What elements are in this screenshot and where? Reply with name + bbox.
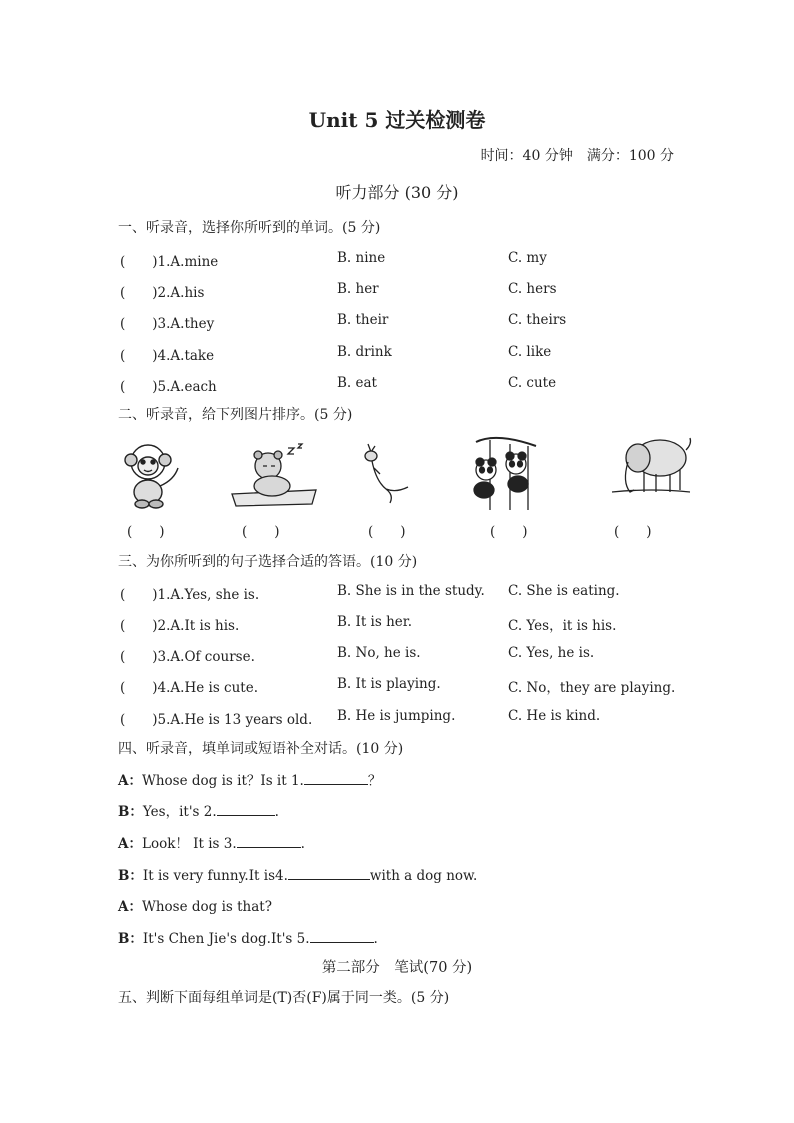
s1-question-3[interactable]: ( )3.A.they — [120, 316, 215, 332]
written-heading: 第二部分 笔试(70 分) — [321, 960, 473, 976]
pandas-icon — [466, 434, 546, 510]
section-4-heading: 四、听录音，填单词或短语补全对话。(10 分) — [118, 741, 404, 757]
dialogue-text-after: . — [373, 931, 378, 947]
s1-option-c: C. hers — [508, 281, 557, 297]
s1-option-b: B. their — [337, 312, 389, 328]
dialogue-text: Whose dog is it？Is it 1. — [141, 773, 304, 789]
s1-option-b: B. nine — [337, 250, 386, 266]
dialogue-line — [118, 800, 279, 820]
dialogue-text: It's Chen Jie's dog.It's 5. — [142, 931, 310, 947]
dialogue-line — [118, 832, 305, 852]
answer-blank[interactable] — [310, 928, 374, 943]
section-3-heading: 三、为你所听到的句子选择合适的答语。(10 分) — [118, 554, 418, 570]
s3-question-3[interactable]: ( )3.A.Of course. — [120, 649, 255, 665]
speaker-label: B： — [118, 868, 143, 884]
time-info: 时间：40 分钟 满分：100 分 — [480, 148, 674, 164]
sleeping-bear-icon — [228, 442, 320, 510]
dialogue-text: Whose dog is that? — [141, 899, 272, 915]
speaker-label: A： — [118, 899, 142, 915]
dialogue-text-after: ？ — [367, 773, 382, 789]
s1-question-1[interactable]: ( )1.A.mine — [120, 254, 219, 270]
s3-question-1[interactable]: ( )1.A.Yes, she is. — [120, 587, 260, 603]
s1-question-2[interactable]: ( )2.A.his — [120, 285, 205, 301]
s3-option-c: C. She is eating. — [508, 583, 620, 599]
s3-option-b: B. She is in the study. — [337, 583, 485, 599]
s3-option-c: C. Yes，it is his. — [508, 618, 617, 634]
answer-blank[interactable] — [288, 865, 370, 880]
dialogue-text: Look！ It is 3. — [141, 836, 237, 852]
s3-option-c: C. No，they are playing. — [508, 680, 676, 696]
section-1-heading: 一、听录音，选择你所听到的单词。(5 分) — [118, 220, 381, 236]
s3-question-5[interactable]: ( )5.A.He is 13 years old. — [120, 712, 313, 728]
s3-question-4[interactable]: ( )4.A.He is cute. — [120, 680, 259, 696]
dialogue-line — [118, 927, 378, 947]
elephant-icon — [608, 432, 694, 502]
picture-2-paren[interactable]: ( ) — [242, 524, 280, 540]
s3-option-b: B. No, he is. — [337, 645, 421, 661]
dialogue-text: Yes，it's 2. — [142, 804, 217, 820]
section-5-heading: 五、判断下面每组单词是(T)否(F)属于同一类。(5 分) — [118, 990, 450, 1006]
picture-5-paren[interactable]: ( ) — [614, 524, 652, 540]
s1-option-b: B. drink — [337, 344, 392, 360]
s1-option-b: B. her — [337, 281, 379, 297]
s1-option-c: C. cute — [508, 375, 557, 391]
dialogue-line — [118, 895, 272, 915]
listening-heading: 听力部分 (30 分) — [335, 183, 459, 202]
speaker-label: A： — [118, 836, 142, 852]
monkey-icon — [120, 438, 188, 510]
picture-4-paren[interactable]: ( ) — [490, 524, 528, 540]
answer-blank[interactable] — [304, 770, 368, 785]
s3-option-b: B. He is jumping. — [337, 708, 456, 724]
s3-option-b: B. It is playing. — [337, 676, 441, 692]
s1-question-5[interactable]: ( )5.A.each — [120, 379, 217, 395]
dialogue-text-after: . — [300, 836, 305, 852]
s1-question-4[interactable]: ( )4.A.take — [120, 348, 215, 364]
s3-option-b: B. It is her. — [337, 614, 413, 630]
s1-option-c: C. like — [508, 344, 552, 360]
page-title: Unit 5 过关检测卷 — [308, 108, 486, 132]
picture-1-paren[interactable]: ( ) — [127, 524, 165, 540]
dialogue-text-after: with a dog now. — [369, 868, 478, 884]
speaker-label: A： — [118, 773, 142, 789]
dialogue-text: It is very funny.It is4. — [142, 868, 288, 884]
s3-option-c: C. He is kind. — [508, 708, 601, 724]
s1-option-c: C. my — [508, 250, 547, 266]
s1-option-b: B. eat — [337, 375, 377, 391]
dialogue-text-after: . — [274, 804, 279, 820]
answer-blank[interactable] — [217, 801, 275, 816]
s3-question-2[interactable]: ( )2.A.It is his. — [120, 618, 240, 634]
dialogue-line — [118, 864, 477, 884]
s3-option-c: C. Yes, he is. — [508, 645, 595, 661]
section-2-heading: 二、听录音，给下列图片排序。(5 分) — [118, 407, 353, 423]
speaker-label: B： — [118, 804, 143, 820]
speaker-label: B： — [118, 931, 143, 947]
s1-option-c: C. theirs — [508, 312, 567, 328]
kangaroo-icon — [356, 440, 416, 510]
picture-3-paren[interactable]: ( ) — [368, 524, 406, 540]
answer-blank[interactable] — [237, 833, 301, 848]
dialogue-line — [118, 769, 381, 789]
